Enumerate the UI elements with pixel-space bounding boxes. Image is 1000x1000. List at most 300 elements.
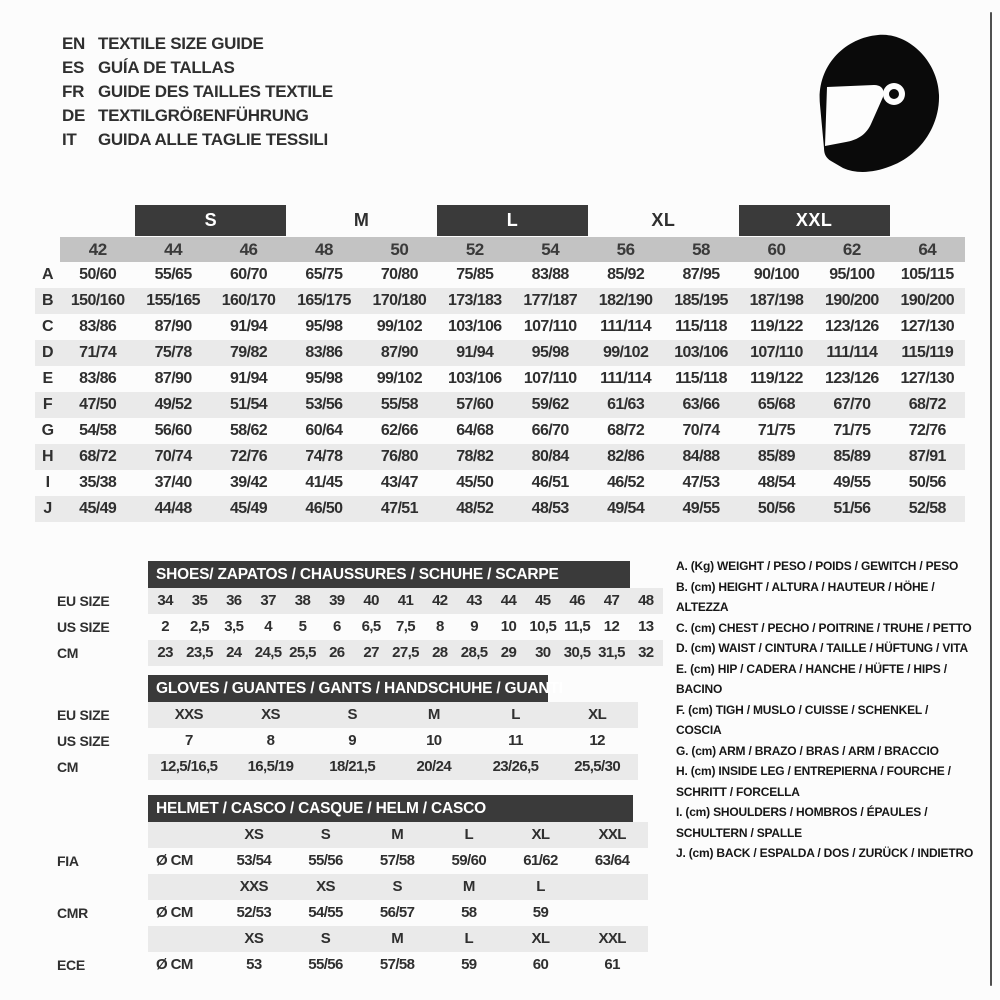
table-cell — [576, 900, 648, 926]
table-cell: 41 — [397, 592, 414, 609]
table-cell: 10 — [426, 732, 442, 749]
unit-label: Ø CM — [156, 904, 193, 921]
table-cell: 27 — [363, 644, 379, 661]
size-header: XL — [531, 826, 550, 843]
standard-label: FIA — [57, 853, 79, 869]
legend-item-a: A. (Kg) WEIGHT / PESO / POIDS / GEWITCH / PESO — [676, 559, 959, 573]
textile-size-table — [35, 205, 965, 522]
table-cell: 71/75 — [833, 422, 871, 439]
table-cell: 85/89 — [757, 448, 795, 465]
table-cell: 49/55 — [833, 474, 871, 491]
table-cell: 11 — [508, 732, 523, 749]
table-cell: 24 — [226, 644, 242, 661]
table-cell: 115/119 — [901, 344, 954, 361]
table-cell: 80/84 — [531, 448, 569, 465]
language-row-fr — [62, 80, 333, 104]
table-cell: 47/53 — [682, 474, 720, 491]
table-cell: 45/50 — [456, 474, 494, 491]
table-cell: 9 — [470, 618, 479, 635]
table-cell: 65/75 — [305, 266, 343, 283]
table-cell: 95/98 — [305, 318, 343, 335]
table-cell: 35/38 — [79, 474, 117, 491]
row-values — [148, 900, 648, 926]
table-cell: 9 — [348, 732, 357, 749]
helmet-values-row-cmr — [35, 900, 695, 926]
table-cell: 111/114 — [600, 318, 652, 335]
table-cell: 95/98 — [305, 370, 343, 387]
table-cell: 50/60 — [79, 266, 117, 283]
size-band-xxl: XXL — [739, 205, 890, 236]
table-cell: 36 — [226, 592, 242, 609]
table-cell: 28 — [432, 644, 448, 661]
row-label: H — [42, 448, 53, 465]
table-cell: 95/98 — [531, 344, 569, 361]
size-header: XS — [316, 878, 335, 895]
size-header: L — [536, 878, 545, 895]
textile-row-e — [35, 366, 965, 392]
table-cell: 70/74 — [154, 448, 192, 465]
row-values — [148, 926, 648, 952]
table-cell: 51/56 — [833, 500, 871, 517]
table-cell: 83/86 — [305, 344, 343, 361]
textile-row-g — [35, 418, 965, 444]
table-cell: 30 — [535, 644, 551, 661]
table-cell: 58 — [461, 904, 477, 921]
table-cell: 16,5/19 — [247, 758, 294, 775]
table-cell: S — [347, 706, 357, 723]
table-cell: 85/92 — [607, 266, 645, 283]
table-cell: 79/82 — [230, 344, 268, 361]
table-cell: 35 — [191, 592, 208, 609]
row-label: EU SIZE — [57, 707, 110, 723]
table-cell: 119/122 — [750, 318, 803, 335]
size-header: XS — [244, 826, 264, 843]
table-cell: XL — [588, 706, 607, 723]
row-values — [148, 952, 648, 978]
table-cell: 61/62 — [523, 852, 558, 869]
table-cell: 47/51 — [380, 500, 418, 517]
table-cell: M — [427, 706, 440, 723]
helmet-rows — [35, 822, 695, 978]
table-cell: 10 — [500, 618, 517, 635]
table-cell: 83/86 — [79, 318, 117, 335]
unit-label: Ø CM — [156, 852, 193, 869]
column-header: 52 — [437, 237, 512, 262]
row-label: B — [42, 292, 53, 309]
shoes-row-cm — [35, 640, 695, 666]
table-cell: 28,5 — [460, 644, 488, 661]
table-cell: 12,5/16,5 — [160, 758, 218, 775]
row-label — [35, 926, 148, 952]
size-header: XS — [244, 930, 264, 947]
table-cell: 50/56 — [908, 474, 946, 491]
table-cell: 115/118 — [675, 318, 727, 335]
table-cell: 31,5 — [598, 644, 625, 661]
table-cell: 11,5 — [564, 618, 591, 635]
row-values — [148, 614, 663, 640]
table-cell: 10,5 — [529, 618, 557, 635]
table-cell: 173/183 — [447, 292, 502, 309]
row-label: A — [42, 266, 53, 283]
table-cell: 56/60 — [154, 422, 192, 439]
language-code: IT — [62, 130, 77, 149]
row-values — [148, 640, 663, 666]
size-header: M — [391, 826, 404, 843]
column-header: 56 — [588, 237, 663, 262]
row-label: US SIZE — [57, 619, 110, 635]
table-cell: 51/54 — [230, 396, 268, 413]
table-cell: 20/24 — [416, 758, 452, 775]
table-cell: 90/100 — [753, 266, 800, 283]
table-cell: 7,5 — [395, 618, 416, 635]
column-header: 46 — [211, 237, 286, 262]
language-title: TEXTILGRÖßENFÜHRUNG — [98, 106, 309, 125]
table-cell: 82/86 — [607, 448, 645, 465]
row-values — [148, 822, 648, 848]
language-code: FR — [62, 82, 85, 101]
table-cell: 72/76 — [908, 422, 946, 439]
row-label: F — [42, 396, 53, 413]
unit-spacer — [148, 822, 218, 848]
table-cell: 40 — [363, 592, 379, 609]
table-cell: 57/58 — [379, 956, 415, 973]
table-cell: 52/53 — [236, 904, 272, 921]
table-cell: 42 — [432, 592, 448, 609]
table-cell: 59 — [532, 904, 549, 921]
legend-item-c: C. (cm) CHEST / PECHO / POITRINE / TRUHE / PETTO — [676, 620, 972, 635]
textile-row-a — [35, 262, 965, 288]
language-title: GUÍA DE TALLAS — [98, 58, 235, 77]
language-code: EN — [62, 34, 86, 53]
row-label — [35, 822, 148, 848]
language-row-it — [62, 128, 333, 152]
table-cell: 12 — [589, 732, 605, 749]
helmet-sizes-row-cmr — [35, 874, 695, 900]
table-cell: 119/122 — [750, 370, 803, 387]
table-cell: 45/49 — [79, 500, 117, 517]
table-cell: 49/54 — [607, 500, 645, 517]
row-label: C — [42, 318, 53, 335]
table-cell: 59/60 — [451, 852, 487, 869]
table-cell: 4 — [264, 618, 273, 635]
table-cell: 38 — [294, 592, 311, 609]
table-cell: 6,5 — [361, 618, 381, 635]
unit-spacer — [148, 926, 218, 952]
table-cell: 49/52 — [154, 396, 192, 413]
table-cell: 49/55 — [682, 500, 720, 517]
table-cell: 30,5 — [563, 644, 591, 661]
size-header: M — [391, 930, 404, 947]
table-cell: 187/198 — [749, 292, 804, 309]
table-cell: 123/126 — [825, 370, 879, 387]
row-values — [148, 754, 638, 780]
table-cell: 115/118 — [675, 370, 727, 387]
table-cell: 54/58 — [79, 422, 117, 439]
table-cell: 29 — [500, 644, 517, 661]
size-header: XXL — [598, 826, 626, 843]
column-header: 62 — [814, 237, 889, 262]
table-cell: 103/106 — [447, 318, 502, 335]
table-cell: 32 — [638, 644, 654, 661]
measurement-legend — [676, 556, 974, 864]
table-cell: 5 — [298, 618, 307, 635]
table-cell: 48/52 — [456, 500, 494, 517]
size-header: S — [392, 878, 402, 895]
table-cell: 55/65 — [154, 266, 192, 283]
helmet-values-row-fia — [35, 848, 695, 874]
table-cell: 65/68 — [757, 396, 795, 413]
helmet-values-row-ece — [35, 952, 695, 978]
table-cell: 185/195 — [674, 292, 728, 309]
table-cell: 74/78 — [305, 448, 343, 465]
table-cell: 57/58 — [379, 852, 415, 869]
table-cell: 103/106 — [447, 370, 502, 387]
table-cell: 190/200 — [900, 292, 955, 309]
table-cell: 46/50 — [305, 500, 343, 517]
table-cell: 23/26,5 — [492, 758, 539, 775]
table-cell: 87/90 — [154, 318, 192, 335]
table-cell: 99/102 — [376, 318, 423, 335]
language-title: GUIDE DES TAILLES TEXTILE — [98, 82, 333, 101]
table-cell: 170/180 — [372, 292, 427, 309]
table-cell: XXS — [174, 706, 203, 723]
row-label: D — [42, 344, 53, 361]
size-header: L — [464, 826, 474, 843]
table-cell: 55/56 — [308, 956, 343, 973]
row-label: J — [43, 500, 52, 517]
textile-row-j — [35, 496, 965, 522]
table-cell: 70/74 — [682, 422, 720, 439]
size-header: XXS — [239, 878, 268, 895]
column-header: 42 — [60, 237, 135, 262]
table-cell: 66/70 — [531, 422, 569, 439]
table-cell: 43 — [466, 592, 482, 609]
table-cell: 70/80 — [380, 266, 418, 283]
shoes-row-us-size — [35, 614, 695, 640]
table-cell: 165/175 — [297, 292, 351, 309]
table-cell: 123/126 — [825, 318, 879, 335]
helmet-table-title: HELMET / CASCO / CASQUE / HELM / CASCO — [148, 795, 633, 822]
table-cell: 44 — [500, 592, 517, 609]
textile-row-d — [35, 340, 965, 366]
table-cell: 23 — [157, 644, 173, 661]
size-band-l: L — [437, 205, 588, 236]
size-header: XXL — [598, 930, 626, 947]
table-cell: 111/114 — [600, 370, 652, 387]
size-band-s: S — [135, 205, 286, 236]
table-cell: 68/72 — [607, 422, 645, 439]
table-cell: 182/190 — [598, 292, 653, 309]
table-cell: 55/58 — [380, 396, 418, 413]
table-cell: 127/130 — [900, 318, 955, 335]
shoes-table-title: SHOES/ ZAPATOS / CHAUSSURES / SCHUHE / SCARPE — [148, 561, 630, 588]
table-cell: 107/110 — [523, 370, 577, 387]
table-cell: 64/68 — [456, 422, 494, 439]
table-cell: 63/66 — [682, 396, 720, 413]
table-cell: 61/63 — [607, 396, 645, 413]
table-cell: 50/56 — [757, 500, 795, 517]
table-cell: 26 — [329, 644, 345, 661]
table-cell: 95/100 — [829, 266, 875, 283]
table-cell: 87/95 — [682, 266, 720, 283]
size-header: S — [320, 826, 331, 843]
table-cell: 43/47 — [380, 474, 418, 491]
table-cell: 12 — [603, 618, 620, 635]
table-cell: 72/76 — [230, 448, 268, 465]
table-cell: 45/49 — [230, 500, 268, 517]
standard-label: CMR — [57, 905, 88, 921]
table-cell: 3,5 — [224, 618, 244, 635]
row-label: US SIZE — [57, 733, 110, 749]
table-cell: 75/78 — [154, 344, 192, 361]
size-header — [576, 874, 648, 900]
gloves-row-eu-size — [35, 702, 695, 728]
column-header: 44 — [135, 237, 210, 262]
table-cell: 190/200 — [825, 292, 879, 309]
column-spacer — [35, 237, 60, 262]
row-label: CM — [57, 645, 79, 661]
table-cell: 23,5 — [186, 644, 213, 661]
legend-item-f: F. (cm) TIGH / MUSLO / CUISSE / SCHENKEL / COSCIA — [676, 702, 929, 737]
table-cell: 46/51 — [531, 474, 569, 491]
table-cell: 34 — [157, 592, 173, 609]
table-cell: 107/110 — [523, 318, 577, 335]
language-title: TEXTILE SIZE GUIDE — [98, 34, 264, 53]
table-cell: 57/60 — [456, 396, 494, 413]
table-cell: 55/56 — [308, 852, 343, 869]
helmet-sizes-row-ece — [35, 926, 695, 952]
column-header: 64 — [890, 237, 965, 262]
table-cell: 68/72 — [908, 396, 946, 413]
textile-row-b — [35, 288, 965, 314]
table-cell: 24,5 — [254, 644, 282, 661]
table-cell: 53/54 — [236, 852, 272, 869]
table-cell: 107/110 — [750, 344, 803, 361]
column-header: 50 — [362, 237, 437, 262]
textile-row-f — [35, 392, 965, 418]
row-label: EU SIZE — [57, 593, 110, 609]
gloves-row-cm — [35, 754, 695, 780]
textile-row-c — [35, 314, 965, 340]
table-cell: 103/106 — [674, 344, 728, 361]
table-cell: 54/55 — [308, 904, 343, 921]
column-header: 48 — [286, 237, 361, 262]
table-cell: 7 — [184, 732, 193, 749]
row-label — [35, 874, 148, 900]
table-cell: 155/165 — [146, 292, 200, 309]
table-cell: 71/74 — [79, 344, 117, 361]
language-title-block — [62, 32, 333, 152]
row-label: I — [45, 474, 50, 491]
gloves-size-table — [35, 675, 695, 780]
size-header: XL — [531, 930, 550, 947]
table-cell: 99/102 — [602, 344, 649, 361]
legend-item-j: J. (cm) BACK / ESPALDA / DOS / ZURÜCK / INDIETRO — [676, 846, 974, 860]
legend-item-g: G. (cm) ARM / BRAZO / BRAS / ARM / BRACCIO — [676, 743, 939, 758]
row-label: G — [41, 422, 54, 439]
shoes-size-table — [35, 561, 695, 666]
table-cell: 60 — [532, 956, 549, 973]
table-cell: 67/70 — [833, 396, 871, 413]
table-cell: 99/102 — [376, 370, 423, 387]
table-cell: 87/90 — [154, 370, 192, 387]
table-cell: 160/170 — [221, 292, 276, 309]
table-cell: 25,5/30 — [574, 758, 621, 775]
gloves-rows — [35, 702, 695, 780]
table-cell: 127/130 — [900, 370, 955, 387]
table-cell: 91/94 — [230, 370, 268, 387]
helmet-sizes-row-fia — [35, 822, 695, 848]
table-cell: XS — [261, 706, 280, 723]
table-cell: 18/21,5 — [329, 758, 376, 775]
table-cell: 46/52 — [607, 474, 645, 491]
language-row-es — [62, 56, 333, 80]
table-cell: 61 — [604, 956, 620, 973]
table-cell: 91/94 — [230, 318, 268, 335]
textile-row-h — [35, 444, 965, 470]
row-values — [148, 848, 648, 874]
column-header: 60 — [739, 237, 814, 262]
table-cell: 87/90 — [380, 344, 418, 361]
table-cell: 48 — [638, 592, 654, 609]
size-band-xl: XL — [651, 210, 676, 230]
table-cell: 2 — [161, 618, 170, 635]
table-cell: 8 — [266, 732, 275, 749]
table-cell: 62/66 — [380, 422, 418, 439]
gloves-table-title: GLOVES / GUANTES / GANTS / HANDSCHUHE / GUANTI — [148, 675, 548, 702]
table-cell: 37 — [260, 592, 276, 609]
shoes-rows — [35, 588, 695, 666]
language-code: ES — [62, 58, 85, 77]
unit-spacer — [148, 874, 218, 900]
table-cell: 53/56 — [305, 396, 343, 413]
table-cell: 56/57 — [379, 904, 415, 921]
row-values — [148, 588, 663, 614]
table-cell: 45 — [535, 592, 551, 609]
table-cell: 47 — [603, 592, 620, 609]
column-header-row — [35, 237, 965, 262]
table-cell: L — [511, 706, 520, 723]
helmet-logo-icon — [812, 25, 947, 173]
table-cell: 59 — [461, 956, 477, 973]
table-cell: 87/91 — [908, 448, 946, 465]
table-cell: 91/94 — [456, 344, 494, 361]
language-row-de — [62, 104, 333, 128]
row-label: E — [42, 370, 53, 387]
table-cell: 60/70 — [230, 266, 268, 283]
table-cell: 48/53 — [531, 500, 569, 517]
table-cell: 68/72 — [79, 448, 117, 465]
table-cell: 44/48 — [154, 500, 192, 517]
table-cell: 59/62 — [531, 396, 569, 413]
table-cell: 46 — [569, 592, 585, 609]
table-cell: 76/80 — [380, 448, 418, 465]
table-cell: 52/58 — [908, 500, 946, 517]
column-header: 54 — [512, 237, 587, 262]
page-edge-line — [990, 12, 992, 986]
table-cell: 48/54 — [757, 474, 795, 491]
table-cell: 25,5 — [289, 644, 316, 661]
language-title: GUIDA ALLE TAGLIE TESSILI — [98, 130, 328, 149]
table-cell: 60/64 — [305, 422, 343, 439]
textile-rows — [35, 262, 965, 522]
table-cell: 13 — [638, 618, 654, 635]
table-cell: 6 — [332, 618, 341, 635]
table-cell: 78/82 — [456, 448, 494, 465]
row-values — [148, 702, 638, 728]
row-label: CM — [57, 759, 79, 775]
legend-item-b: B. (cm) HEIGHT / ALTURA / HAUTEUR / HÖHE / ALTEZZA — [676, 579, 935, 614]
